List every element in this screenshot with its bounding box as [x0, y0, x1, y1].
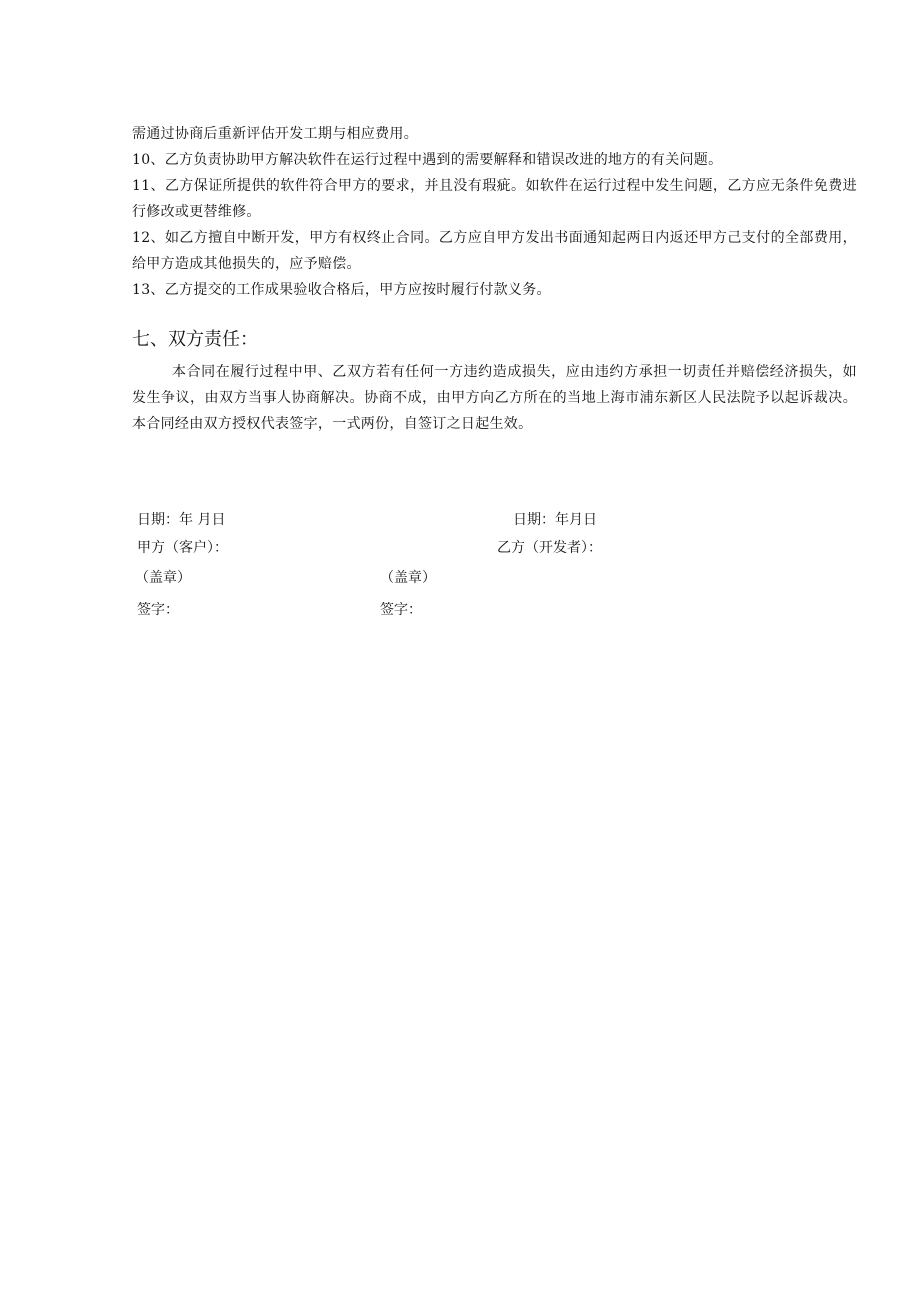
- clause-continuation: 需通过协商后重新评估开发工期与相应费用。: [132, 126, 418, 142]
- clause-13: 13、乙方提交的工作成果验收合格后，甲方应按时履行付款义务。: [132, 282, 551, 298]
- party-a-label: 甲方（客户）：: [137, 540, 228, 556]
- party-a-date: 日期：年 月日: [137, 512, 226, 528]
- party-a-seal: （盖章）: [135, 570, 191, 586]
- clause-10: 10、乙方负责协助甲方解决软件在运行过程中遇到的需要解释和错误改进的地方的有关问题。: [132, 152, 723, 168]
- section-7-title: 七、双方责任：: [132, 329, 258, 350]
- party-b-date: 日期：年月日: [513, 512, 597, 528]
- party-b-signature: 签字：: [380, 602, 422, 618]
- section-7-body: 本合同在履行过程中甲、乙双方若有任何一方违约造成损失，应由违约方承担一切责任并赔偿经济损失，如发生争议，由双方当事人协商解决。协商不成，由甲方向乙方所在的当地上海市浦东新区人民法院予以起诉裁决。本合同经由双方授权代表签字，一式两份，自签订之日起生效。: [132, 364, 857, 432]
- party-b-seal: （盖章）: [380, 570, 436, 586]
- clause-11: 11、乙方保证所提供的软件符合甲方的要求，并且没有瑕疵。如软件在运行过程中发生问题，乙方应无条件免费进行修改或更替维修。: [132, 178, 857, 220]
- contract-body: [132, 121, 857, 437]
- party-b-label: 乙方（开发者）：: [497, 540, 602, 556]
- clause-12: 12、如乙方擅自中断开发，甲方有权终止合同。乙方应自甲方发出书面通知起两日内返还甲方己支付的全部费用，给甲方造成其他损失的，应予赔偿。: [132, 230, 857, 272]
- party-a-signature: 签字：: [137, 602, 179, 618]
